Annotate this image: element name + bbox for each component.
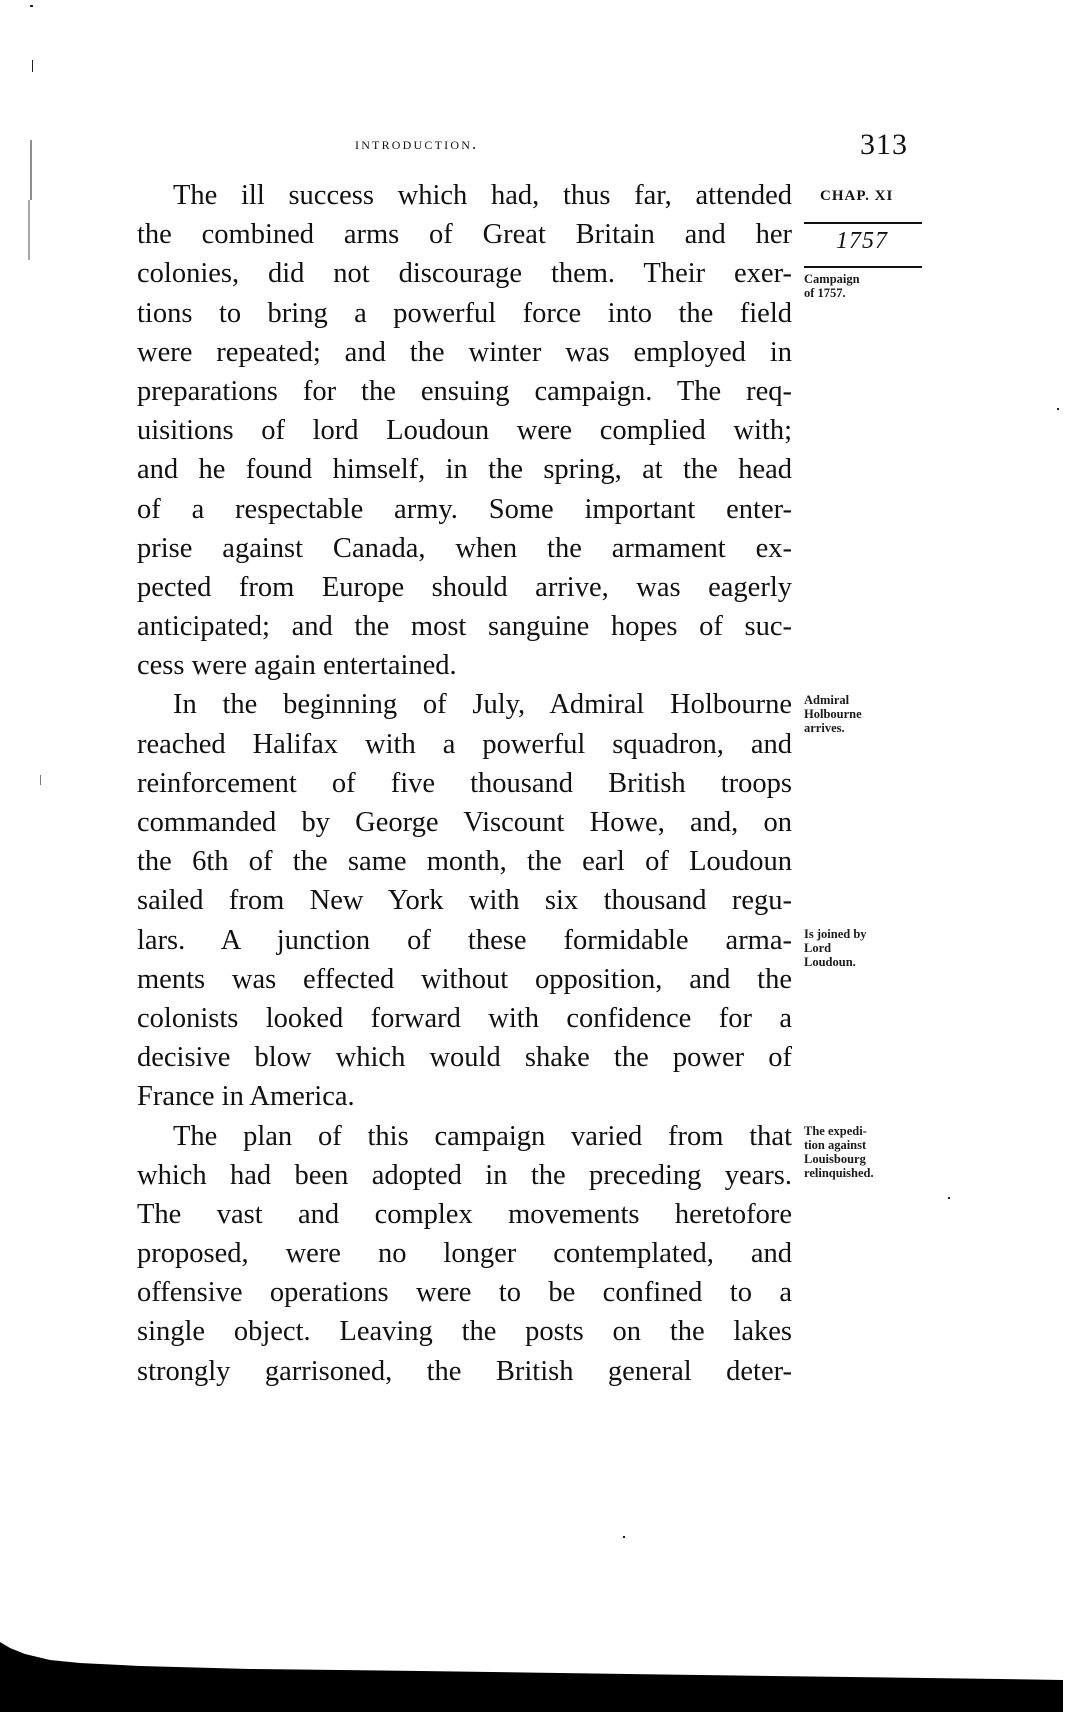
text-line: uisitions of lord Loudoun were complied with; <box>137 415 792 447</box>
scan-speck <box>1057 408 1059 410</box>
margin-note-line: arrives. <box>804 721 845 735</box>
text-line: The plan of this campaign varied from that <box>173 1120 792 1152</box>
text-line: the 6th of the same month, the earl of Loudoun <box>137 846 792 878</box>
margin-note-line: Louisbourg <box>804 1152 866 1166</box>
text-line: the combined arms of Great Britain and her <box>137 219 792 251</box>
text-line: cess were again entertained. <box>137 650 457 682</box>
text-line: offensive operations were to be confined to a <box>137 1277 792 1309</box>
margin-note-line: tion against <box>804 1138 867 1152</box>
text-line: sailed from New York with six thousand regu- <box>137 885 792 917</box>
margin-note-holbourne <box>804 693 862 735</box>
chapter-label: CHAP. XI <box>820 188 894 204</box>
text-line: pected from Europe should arrive, was eagerly <box>137 571 792 603</box>
text-line: ments was effected without opposition, and the <box>137 963 792 995</box>
text-line: France in America. <box>137 1081 355 1113</box>
text-line: were repeated; and the winter was employed in <box>137 336 792 368</box>
chapter-rule-bottom <box>804 266 922 268</box>
margin-note-line: Lord <box>804 941 832 955</box>
margin-note-line: relinquished. <box>804 1166 874 1180</box>
text-line: The ill success which had, thus far, attended <box>173 180 792 211</box>
text-line: The vast and complex movements heretofore <box>137 1198 792 1230</box>
text-line: of a respectable army. Some important enter- <box>137 493 792 525</box>
text-line: lars. A junction of these formidable arma- <box>137 924 792 956</box>
text-line: reinforcement of five thousand British troops <box>137 767 792 799</box>
text-line: which had been adopted in the preceding years. <box>137 1159 792 1191</box>
paragraph-1 <box>137 176 792 685</box>
scan-edge-shadow <box>0 1640 1075 1712</box>
text-line: prise against Canada, when the armament ex- <box>137 532 792 564</box>
margin-note-campaign <box>804 272 860 300</box>
chapter-rule-top <box>804 222 922 224</box>
text-line: tions to bring a powerful force into the field <box>137 297 792 329</box>
text-line: preparations for the ensuing campaign. The req- <box>137 375 792 407</box>
text-line: anticipated; and the most sanguine hopes of suc- <box>137 611 792 643</box>
margin-note-line: Is joined by <box>804 927 867 941</box>
scan-speck <box>30 140 32 200</box>
scan-speck <box>948 1197 950 1199</box>
text-line: strongly garrisoned, the British general deter- <box>137 1355 792 1387</box>
paragraph-3 <box>137 1117 792 1391</box>
body-text <box>137 176 792 1391</box>
text-line: colonies, did not discourage them. Their exer- <box>137 258 792 290</box>
margin-note-line: Campaign <box>804 272 860 286</box>
margin-note-line: of 1757. <box>804 286 846 300</box>
margin-note-line: Holbourne <box>804 707 862 721</box>
margin-note-louisbourg <box>804 1124 874 1180</box>
scan-speck <box>28 200 30 260</box>
text-line: and he found himself, in the spring, at the head <box>137 454 792 486</box>
text-line: proposed, were no longer contemplated, and <box>137 1238 792 1270</box>
scan-speck <box>32 60 33 72</box>
text-line: colonists looked forward with confidence for a <box>137 1002 792 1034</box>
text-line: In the beginning of July, Admiral Holbourne <box>173 689 792 721</box>
margin-note-line: Admiral <box>804 693 850 707</box>
margin-note-line: Loudoun. <box>804 955 856 969</box>
text-line: reached Halifax with a powerful squadron, and <box>137 728 792 760</box>
text-line: commanded by George Viscount Howe, and, on <box>137 807 792 838</box>
margin-year: 1757 <box>836 228 888 254</box>
paragraph-2 <box>137 685 792 1116</box>
page-number: 313 <box>860 128 908 161</box>
margin-note-loudoun <box>804 927 867 969</box>
scan-speck <box>30 5 33 7</box>
scan-speck <box>623 1536 625 1538</box>
text-line: decisive blow which would shake the power of <box>137 1042 792 1074</box>
text-line: single object. Leaving the posts on the lakes <box>137 1316 792 1348</box>
scan-speck <box>40 775 41 785</box>
running-title: introduction. <box>355 134 479 153</box>
margin-note-line: The expedi- <box>804 1124 867 1138</box>
